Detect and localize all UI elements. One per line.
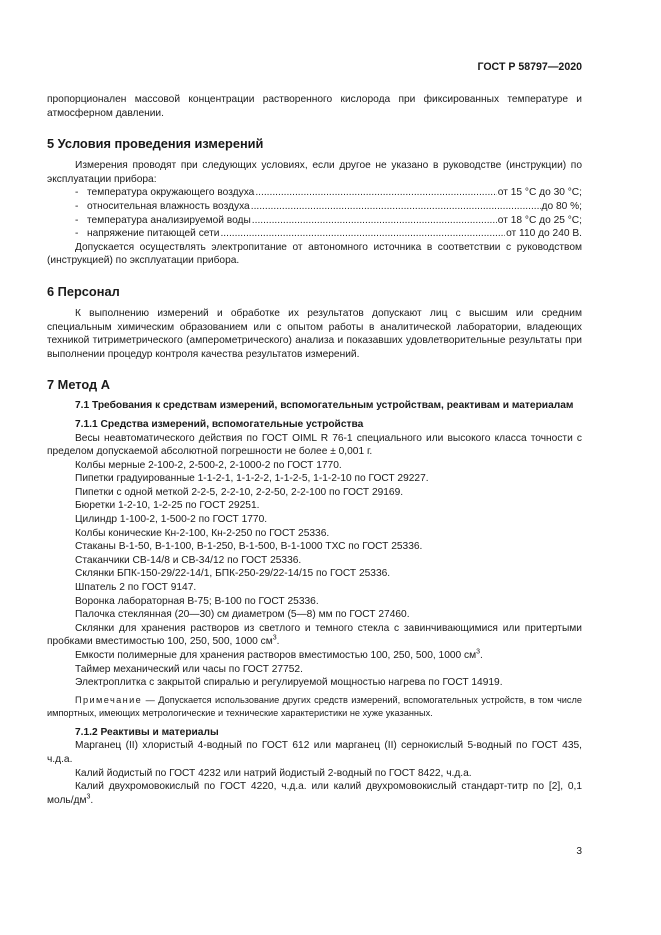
superscript-3: 3 <box>86 793 91 801</box>
condition-row <box>47 227 582 241</box>
condition-label: напряжение питающей сети <box>87 228 220 240</box>
condition-dash: - <box>75 228 79 240</box>
subsection-7-1-2-title: 7.1.2 Реактивы и материалы <box>75 726 219 738</box>
document-header-id: ГОСТ Р 58797—2020 <box>477 61 582 73</box>
equipment-item: Палочка стеклянная (20—30) см диаметром (5—8) мм по ГОСТ 27460. <box>75 609 410 621</box>
equipment-item: Пипетки с одной меткой 2-2-5, 2-2-10, 2-2-50, 2-2-100 по ГОСТ 29169. <box>75 486 404 498</box>
condition-row <box>47 200 582 214</box>
leader-dots <box>252 214 497 228</box>
page-content <box>47 93 582 807</box>
period: . <box>480 650 483 661</box>
superscript-3: 3 <box>476 648 481 656</box>
period: . <box>276 636 280 648</box>
equipment-item: Склянки БПК-150-29/22-14/1, БПК-250-29/22-14/15 по ГОСТ 25336. <box>75 568 391 580</box>
section-6-paragraph: К выполнению измерений и обработке их результатов допускают лиц с высшим или средним специальным химическим образованием или с опытом работы в аналитической лаборатории, владеющих техникой титриметрического (амперометрического) анализа и показавших удовлетворительные результаты при выполнении процедур контроля качества результатов измерений. <box>47 307 582 360</box>
equipment-item: Таймер механический или часы по ГОСТ 27752. <box>75 663 303 675</box>
superscript-3: 3 <box>272 635 277 643</box>
equipment-item: Воронка лабораторная В-75; В-100 по ГОСТ 25336. <box>75 595 319 607</box>
condition-dash: - <box>75 200 79 212</box>
section-5-closing: Допускается осуществлять электропитание от автономного источника в соответствии с руководством (инструкцией) по эксплуатации прибора. <box>47 241 582 267</box>
equipment-item: Цилиндр 1-100-2, 1-500-2 по ГОСТ 1770. <box>75 514 268 526</box>
equipment-item-containers <box>47 649 582 663</box>
containers-text: Емкости полимерные для хранения растворов вместимостью 100, 250, 500, 1000 см <box>75 650 477 661</box>
subsection-7-1-title: 7.1 Требования к средствам измерений, вспомогательным устройствам, реактивам и материалам <box>75 400 574 412</box>
condition-label: температура окружающего воздуха <box>87 187 255 199</box>
condition-dash: - <box>75 187 79 199</box>
equipment-item: Колбы мерные 2-100-2, 2-500-2, 2-1000-2 по ГОСТ 1770. <box>75 459 342 471</box>
equipment-item: Колбы конические Кн-2-100, Кн-2-250 по ГОСТ 25336. <box>75 527 330 539</box>
equipment-item: Стаканы В-1-50, В-1-100, В-1-250, В-1-500, В-1-1000 ТХС по ГОСТ 25336. <box>75 541 423 553</box>
section-5-lead: Измерения проводят при следующих условиях, если другое не указано в руководстве (инструкции) по эксплуатации прибора: <box>47 160 582 185</box>
page-number: 3 <box>576 846 582 857</box>
reagent-item: Марганец (II) хлористый 4-водный по ГОСТ 612 или марганец (II) сернокислый 5-водный по ГОСТ 435, ч.д.а. <box>47 740 582 765</box>
leader-dots <box>255 186 496 200</box>
condition-row <box>47 214 582 228</box>
note-text: — Допускается использование других средств измерений, вспомогательных устройств, в том числе импортных, имеющих метрологические и технические характеристики не хуже указанных. <box>47 694 582 718</box>
equipment-item: Пипетки градуированные 1-1-2-1, 1-1-2-2, 1-1-2-5, 1-1-2-10 по ГОСТ 29227. <box>75 473 429 485</box>
condition-row <box>47 186 582 200</box>
leader-dots <box>220 227 505 241</box>
condition-value: от 110 до 240 В. <box>506 228 582 240</box>
condition-dash: - <box>75 214 79 226</box>
condition-value: от 18 °С до 25 °С; <box>497 214 582 226</box>
equipment-item: Шпатель 2 по ГОСТ 9147. <box>75 582 197 594</box>
note-label: Примечание <box>75 694 143 705</box>
section-6-title: 6 Персонал <box>47 283 120 299</box>
equipment-item-flasks <box>47 622 582 649</box>
period: . <box>90 794 94 806</box>
reagent-item: Калий йодистый по ГОСТ 4232 или натрий йодистый 2-водный по ГОСТ 8422, ч.д.а. <box>75 767 472 779</box>
condition-value: до 80 %; <box>541 200 582 212</box>
condition-label: относительная влажность воздуха <box>87 200 250 212</box>
intro-paragraph: пропорционален массовой концентрации растворенного кислорода при фиксированных температуре и атмосферном давлении. <box>47 94 582 119</box>
flasks-text: Склянки для хранения растворов из светлого и темного стекла с завинчивающимися или притертыми пробками вместимостью 100, 250, 500, 1000 см <box>47 622 582 648</box>
section-5-title: 5 Условия проведения измерений <box>47 136 264 152</box>
condition-value: от 15 °С до 30 °С; <box>497 187 582 199</box>
section-7-title: 7 Метод А <box>47 377 110 393</box>
subsection-7-1-1-title: 7.1.1 Средства измерений, вспомогательные устройства <box>75 418 364 430</box>
condition-label: температура анализируемой воды <box>87 214 251 226</box>
equipment-item: Электроплитка с закрытой спиралью и регулируемой мощностью нагрева по ГОСТ 14919. <box>75 677 503 689</box>
leader-dots <box>251 200 541 214</box>
equipment-item: Стаканчики СВ-14/8 и СВ-34/12 по ГОСТ 25336. <box>75 554 302 566</box>
reagent-item-dichromate <box>47 780 582 807</box>
equipment-item: Бюретки 1-2-10, 1-2-25 по ГОСТ 29251. <box>75 500 260 512</box>
equipment-item: Весы неавтоматического действия по ГОСТ OIML R 76-1 специального или высокого класса точности с пределом допускаемой абсолютной погрешности не более ± 0,001 г. <box>47 432 582 458</box>
note-paragraph <box>47 694 582 720</box>
dichromate-text: Калий двухромовокислый по ГОСТ 4220, ч.д.а. или калий двухромовокислый стандарт-титр по [2], 0,1 моль/дм <box>47 781 582 806</box>
